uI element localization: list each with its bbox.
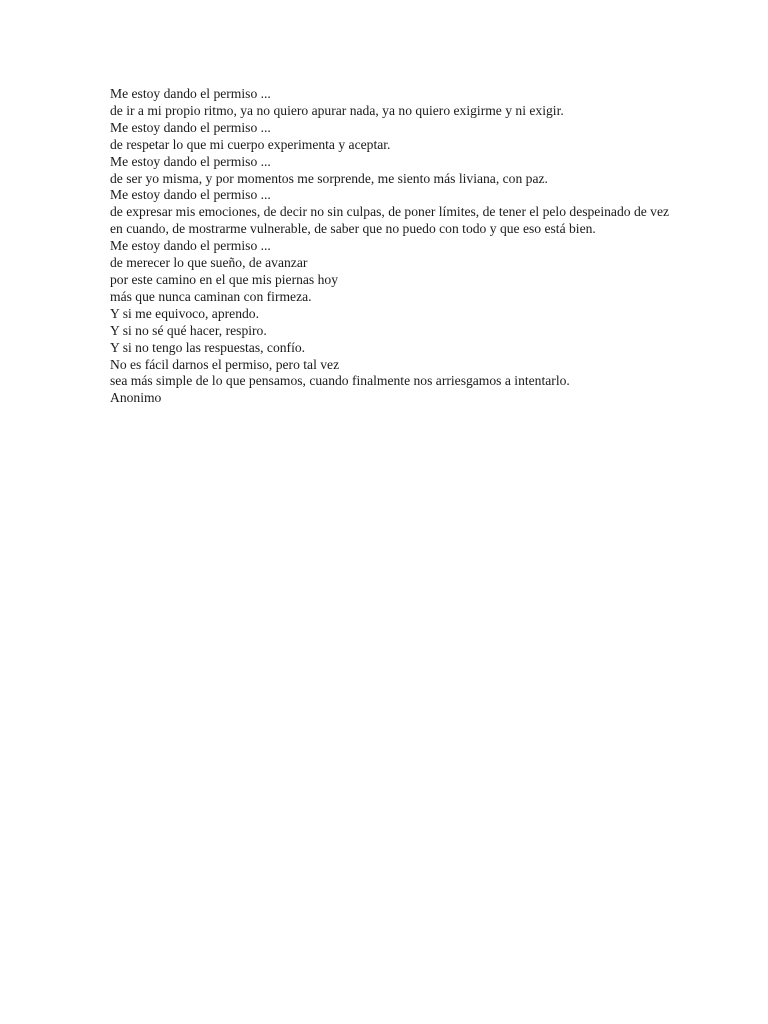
text-line: por este camino en el que mis piernas hoy: [110, 271, 339, 287]
text-paragraph: de expresar mis emociones, de decir no sin culpas, de poner límites, de tener el pelo despeinado de vez en cuando, de mostrarme vulnerable, de saber que no puedo con todo y que eso está bien.: [110, 204, 670, 237]
text-line: No es fácil darnos el permiso, pero tal vez: [110, 356, 340, 372]
signature-text: Anonimo: [110, 390, 162, 406]
text-line: de ser yo misma, y por momentos me sorprende, me siento más liviana, con paz.: [110, 170, 548, 186]
poem-text: [110, 86, 670, 407]
text-line: de merecer lo que sueño, de avanzar: [110, 255, 308, 271]
text-line: Y si me equivoco, aprendo.: [110, 305, 259, 321]
text-line: Me estoy dando el permiso ...: [110, 238, 271, 254]
text-line: Y si no tengo las respuestas, confío.: [110, 339, 306, 355]
text-line: de ir a mi propio ritmo, ya no quiero apurar nada, ya no quiero exigirme y ni exigir.: [110, 102, 564, 118]
text-line: más que nunca caminan con firmeza.: [110, 288, 312, 304]
text-line: Me estoy dando el permiso ...: [110, 119, 271, 135]
text-line: Y si no sé qué hacer, respiro.: [110, 322, 267, 338]
text-line: Me estoy dando el permiso ...: [110, 86, 271, 101]
text-line: de respetar lo que mi cuerpo experimenta y aceptar.: [110, 136, 391, 152]
text-line: Me estoy dando el permiso ...: [110, 187, 271, 203]
text-line: Me estoy dando el permiso ...: [110, 153, 271, 169]
text-line: sea más simple de lo que pensamos, cuando finalmente nos arriesgamos a intentarlo.: [110, 373, 570, 389]
